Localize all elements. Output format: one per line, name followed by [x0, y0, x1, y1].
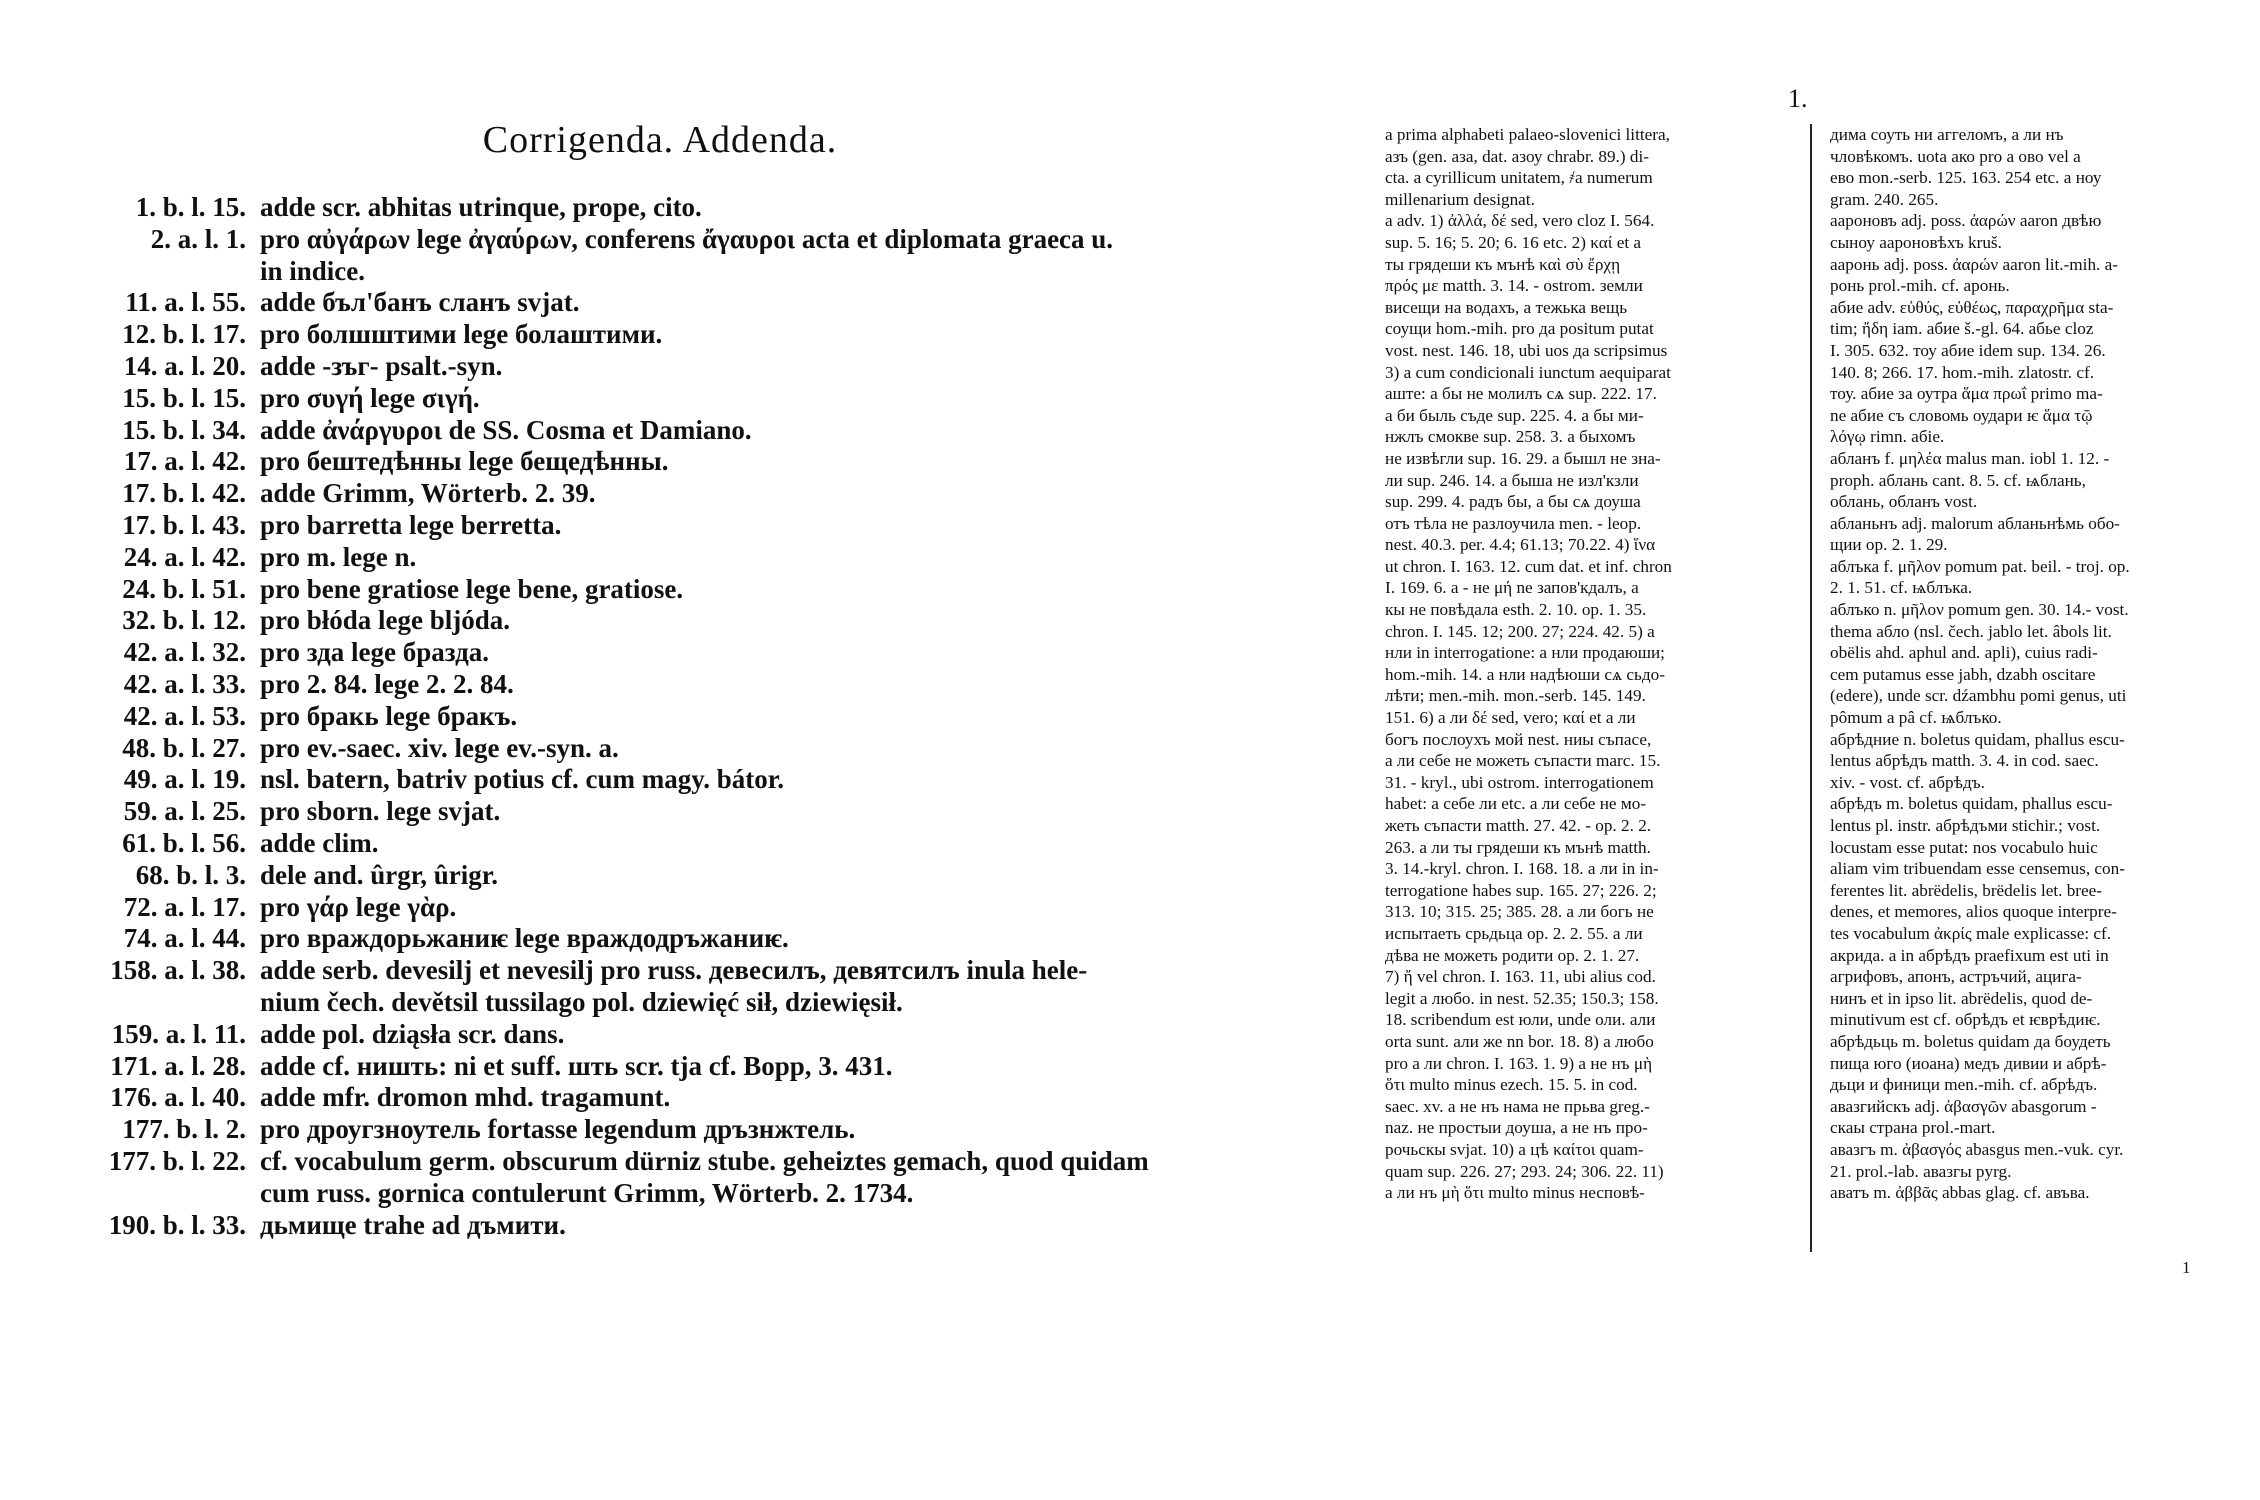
errata-row: [40, 828, 1330, 860]
errata-location: 11. a. l. 55.: [125, 287, 246, 318]
errata-location: 68. b. l. 3.: [135, 859, 246, 890]
dictionary-line: аароновъ adj. poss. ἀαρών aaron двѣю: [1830, 211, 2102, 231]
dictionary-line: чловѣкомъ. uota ако pro а ово vel а: [1830, 146, 2081, 166]
dictionary-line: ut chron. I. 163. 12. cum dat. et inf. chron: [1385, 556, 1672, 576]
dictionary-line: нли in interrogatione: а нли продаюши;: [1385, 643, 1665, 663]
errata-text: pro болшштими lege болаштими.: [260, 319, 663, 350]
errata-location: 48. b. l. 27.: [122, 732, 246, 763]
errata-text: pro 2. 84. lege 2. 2. 84.: [260, 668, 514, 699]
errata-row: [40, 542, 1330, 574]
errata-location: 15. b. l. 15.: [122, 382, 246, 413]
errata-text: pro sborn. lege svjat.: [260, 796, 501, 827]
dictionary-line: pômum a pâ cf. ѩблъко.: [1830, 708, 2002, 728]
errata-list: [40, 192, 1330, 1241]
errata-location: 42. a. l. 53.: [123, 700, 246, 731]
errata-row: [40, 192, 1330, 224]
dictionary-line: tes vocabulum ἀκρίς male explicasse: cf.: [1830, 923, 2112, 943]
dictionary-line: minutivum est cf. обрѣдъ et ѥврѣдиѥ.: [1830, 1010, 2101, 1030]
dictionary-line: denes, et memores, alios quoque interpre-: [1830, 902, 2117, 922]
errata-row: [40, 669, 1330, 701]
dictionary-line: 2. 1. 51. cf. ѩблъка.: [1830, 578, 1973, 598]
dictionary-line: скаы страна prol.-mart.: [1830, 1118, 1996, 1138]
dictionary-line: дьци и финици men.-mih. cf. абрѣдъ.: [1830, 1075, 2098, 1095]
errata-location: 59. a. l. 25.: [123, 796, 246, 827]
dictionary-line: saec. xv. а не нъ нама не прьва greg.-: [1385, 1096, 1650, 1116]
dictionary-line: абрѣдъ m. boletus quidam, phallus escu-: [1830, 794, 2113, 814]
errata-text: дьмище trahe ad дъмити.: [260, 1209, 566, 1240]
dictionary-line: 21. prol.-lab. авазгы pyrg.: [1830, 1161, 2012, 1181]
dictionary-line: 263. а ли ты грядеши къ мънѣ matth.: [1385, 837, 1651, 857]
dictionary-line: cta. а cyrillicum unitatem, ҂а numerum: [1385, 168, 1653, 188]
dictionary-line: абрѣдьць m. boletus quidam да боудеть: [1830, 1031, 2111, 1051]
dictionary-line: соущи hom.-mih. pro да positum putat: [1385, 319, 1654, 339]
errata-text: pro bene gratiose lege bene, gratiose.: [260, 573, 684, 604]
dictionary-line: жеть съпасти matth. 27. 42. - op. 2. 2.: [1385, 816, 1652, 835]
errata-row: [40, 605, 1330, 637]
errata-text: adde clim.: [260, 827, 379, 858]
dictionary-line: lentus абрѣдъ matth. 3. 4. in cod. saec.: [1830, 751, 2099, 771]
dictionary-line: аште: а бы не молилъ сѧ sup. 222. 17.: [1385, 384, 1657, 404]
dictionary-line: абие adv. εὐθύς, εὐθέως, παραχρῆμα sta-: [1830, 297, 2114, 317]
dictionary-line: habet: а себе ли etc. а ли себе не мо-: [1385, 794, 1647, 814]
dictionary-line: proph. аблань cant. 8. 5. cf. ѩблань,: [1830, 470, 2086, 490]
errata-row: [40, 446, 1330, 478]
column-divider: [1810, 124, 1812, 1252]
errata-row: [40, 1082, 1330, 1114]
dictionary-column-right: [1830, 124, 2230, 1204]
errata-row: [40, 319, 1330, 351]
errata-text: in indice.: [260, 255, 366, 286]
page-title: Corrigenda. Addenda.: [482, 119, 838, 161]
errata-text: dele and. ûrgr, ûrigr.: [260, 859, 499, 890]
errata-text: nsl. batern, batriv potius cf. cum magy. bátor.: [260, 764, 785, 795]
errata-location: 32. b. l. 12.: [122, 605, 246, 636]
dictionary-line: quam sup. 226. 27; 293. 24; 306. 22. 11): [1385, 1161, 1664, 1181]
errata-text: adde serb. devesilj et nevesilj pro russ. девесилъ, девятсилъ inula hele-: [260, 955, 1088, 986]
dictionary-line: 313. 10; 315. 25; 385. 28. а ли богь не: [1385, 902, 1654, 922]
errata-text: pro бракь lege бракъ.: [260, 700, 518, 731]
errata-text: cf. vocabulum germ. obscurum dürniz stube. geheiztes gemach, quod quidam: [260, 1145, 1149, 1176]
dictionary-line: сыноу аароновѣхъ kruš.: [1830, 232, 2002, 252]
dictionary-line: богъ послоухъ мой nest. ниы съпасе,: [1385, 729, 1652, 749]
dictionary-line: аблъка f. μῆλον pomum pat. beil. - troj. op.: [1830, 556, 2130, 576]
errata-location: 17. b. l. 43.: [122, 509, 246, 540]
dictionary-line: legit а любо. in nest. 52.35; 150.3; 158.: [1385, 988, 1659, 1008]
dictionary-line: висещи на водахъ, а тежька вещь: [1385, 297, 1628, 317]
errata-row: [40, 923, 1330, 955]
dictionary-line: vost. nest. 146. 18, ubi uos да scripsimus: [1385, 340, 1668, 360]
errata-location: 61. b. l. 56.: [122, 827, 246, 858]
errata-row: [40, 637, 1330, 669]
errata-row: [40, 574, 1330, 606]
dictionary-line: obëlis ahd. aphul and. apli), cuius radi-: [1830, 643, 2098, 663]
errata-text: pro враждорьжаниѥ lege враждодръжаниѥ.: [260, 923, 789, 954]
page-number: 1.: [1788, 84, 1808, 113]
errata-text: adde Grimm, Wörterb. 2. 39.: [260, 478, 596, 509]
errata-text: pro błóda lege bljóda.: [260, 605, 511, 636]
dictionary-line: tim; ἤδη iam. абие š.-gl. 64. абье cloz: [1830, 319, 2094, 339]
errata-location: 190. b. l. 33.: [108, 1209, 246, 1240]
errata-location: 12. b. l. 17.: [122, 319, 246, 350]
errata-row: [40, 987, 1330, 1019]
dictionary-line: а prima alphabeti palaeo-slovenici littera,: [1385, 125, 1670, 144]
errata-location: 14. a. l. 20.: [123, 350, 246, 381]
dictionary-line: пища юго (иоана) медъ дивии и абрѣ-: [1830, 1053, 2107, 1073]
dictionary-line: sup. 299. 4. радъ бы, а бы сѧ доуша: [1385, 492, 1641, 512]
dictionary-line: locustam esse putat: nos vocabulo huic: [1830, 837, 2098, 857]
errata-text: nium čech. devětsil tussilago pol. dziewięć sił, dziewięsił.: [260, 986, 903, 1017]
errata-row: [40, 796, 1330, 828]
errata-text: pro barretta lege berretta.: [260, 509, 562, 540]
errata-text: pro συγή lege σιγή.: [260, 382, 480, 413]
errata-location: 15. b. l. 34.: [122, 414, 246, 445]
errata-text: pro дроугзноутель fortasse legendum дръзнжтель.: [260, 1114, 856, 1145]
dictionary-line: 7) ἤ vel chron. I. 163. 11, ubi alius cod.: [1385, 967, 1656, 987]
dictionary-line: 31. - kryl., ubi ostrom. interrogationem: [1385, 772, 1654, 792]
dictionary-line: лѣти; men.-mih. mon.-serb. 145. 149.: [1385, 686, 1646, 706]
errata-row: [40, 351, 1330, 383]
errata-location: 1. b. l. 15.: [135, 192, 246, 222]
dictionary-line: chron. I. 145. 12; 200. 27; 224. 42. 5) а: [1385, 621, 1655, 641]
errata-location: 171. a. l. 28.: [110, 1050, 246, 1081]
dictionary-line: ne абие съ словомь оудари ѥ ἅμα τῷ: [1830, 405, 2093, 425]
dictionary-line: 18. scribendum est юли, unde оли. али: [1385, 1010, 1656, 1030]
dictionary-line: отъ тѣла не разлоучила men. - leop.: [1385, 513, 1642, 533]
errata-location: 24. a. l. 42.: [123, 541, 246, 572]
dictionary-line: нинъ et in ipso lit. abrëdelis, quod de-: [1830, 988, 2093, 1008]
dictionary-line: абрѣдние n. boletus quidam, phallus escu-: [1830, 729, 2125, 749]
dictionary-line: 140. 8; 266. 17. hom.-mih. zlatostr. cf.: [1830, 362, 2094, 382]
dictionary-line: нжлъ смокве sup. 258. 3. а быхомъ: [1385, 427, 1636, 447]
dictionary-line: I. 305. 632. тоу абие idem sup. 134. 26.: [1830, 340, 2106, 360]
dictionary-line: агрифовъ, апонъ, астръчий, ацига-: [1830, 967, 2082, 987]
errata-row: [40, 764, 1330, 796]
dictionary-line: аватъ m. ἀββᾶς abbas glag. cf. авъва.: [1830, 1183, 2090, 1203]
errata-text: adde ἀνάργυροι de SS. Cosma et Damiano.: [260, 414, 752, 445]
dictionary-line: 3) а cum condicionali iunctum aequiparat: [1385, 362, 1671, 382]
errata-location: 49. a. l. 19.: [123, 764, 246, 795]
signature-mark: 1: [2182, 1258, 2191, 1277]
errata-row: [40, 1019, 1330, 1051]
dictionary-line: nest. 40.3. per. 4.4; 61.13; 70.22. 4) ἵνα: [1385, 535, 1656, 555]
dictionary-line: облань, обланъ vost.: [1830, 492, 1978, 512]
errata-row: [40, 733, 1330, 765]
dictionary-line: ево mon.-serb. 125. 163. 254 etc. а ноу: [1830, 168, 2102, 188]
dictionary-line: terrogatione habes sup. 165. 27; 226. 2;: [1385, 880, 1657, 900]
errata-row: [40, 415, 1330, 447]
errata-text: pro ev.-saec. xiv. lege ev.-syn. a.: [260, 732, 619, 763]
errata-location: 159. a. l. 11.: [111, 1018, 246, 1049]
errata-text: pro бештедѣнны lege бещедѣнны.: [260, 446, 669, 477]
dictionary-line: (edere), unde scr. dźambhu pomi genus, uti: [1830, 686, 2127, 706]
errata-text: cum russ. gornica contulerunt Grimm, Wörterb. 2. 1734.: [260, 1177, 914, 1208]
errata-row: [40, 860, 1330, 892]
errata-row: [40, 478, 1330, 510]
dictionary-line: λόγῳ rimn. абiе.: [1830, 427, 1945, 447]
errata-text: pro αὐγάρων lege ἀγαύρων, conferens ἄγαυροι acta et diplomata graeca u.: [260, 223, 1114, 254]
errata-row: [40, 224, 1330, 256]
dictionary-line: абланьнъ adj. malorum абланьнѣмь обо-: [1830, 513, 2120, 533]
dictionary-line: рочьскы svjat. 10) а цѣ καίτοι quam-: [1385, 1139, 1644, 1159]
errata-text: adde pol. dziąsła scr. dans.: [260, 1018, 565, 1049]
errata-text: adde бъл'банъ сланъ svjat.: [260, 287, 580, 318]
errata-text: adde mfr. dromon mhd. tragamunt.: [260, 1082, 671, 1113]
dictionary-line: аблъко n. μῆλον pomum gen. 30. 14.- vost.: [1830, 600, 2129, 620]
errata-row: [40, 1051, 1330, 1083]
dictionary-line: 151. 6) а ли δέ sed, vero; καί et а ли: [1385, 708, 1636, 728]
dictionary-line: ронь prol.-mih. cf. аронь.: [1830, 276, 2010, 296]
dictionary-line: I. 169. 6. а - не μή ne запов'кдалъ, а: [1385, 578, 1639, 598]
dictionary-line: испытаеть срьдьца op. 2. 2. 55. а ли: [1385, 923, 1643, 943]
errata-row: [40, 256, 1330, 288]
dictionary-line: gram. 240. 265.: [1830, 189, 1939, 209]
errata-location: 176. a. l. 40.: [110, 1082, 246, 1113]
dictionary-line: hom.-mih. 14. а нли надѣюши сѧ сьдо-: [1385, 664, 1665, 684]
errata-text: adde cf. ништь: ni et suff. шть scr. tja cf. Bopp, 3. 431.: [260, 1050, 893, 1081]
errata-row: [40, 510, 1330, 542]
dictionary-line: азъ (gen. аза, dat. азоу chrabr. 89.) di-: [1385, 146, 1649, 166]
errata-location: 72. a. l. 17.: [123, 891, 246, 922]
dictionary-line: а adv. 1) ἀλλά, δέ sed, vero cloz I. 564.: [1385, 211, 1655, 231]
errata-location: 74. a. l. 44.: [123, 923, 246, 954]
dictionary-line: millenarium designat.: [1385, 189, 1535, 209]
dictionary-line: акрида. а in абрѣдъ praefixum est uti in: [1830, 945, 2109, 965]
dictionary-line: ὅτι multo minus ezech. 15. 5. in cod.: [1385, 1075, 1638, 1095]
errata-row: [40, 1210, 1330, 1242]
errata-location: 177. b. l. 22.: [108, 1145, 246, 1176]
dictionary-line: ferentes lit. abrëdelis, brëdelis let. bree-: [1830, 880, 2103, 900]
errata-row: [40, 383, 1330, 415]
dictionary-line: абланъ f. μηλέα malus man. iobl 1. 12. -: [1830, 448, 2110, 468]
dictionary-line: дѣва не можеть родити op. 2. 1. 27.: [1385, 945, 1640, 965]
errata-row: [40, 1146, 1330, 1178]
dictionary-line: дима соуть ни аггеломъ, а ли нъ: [1830, 125, 2064, 144]
errata-row: [40, 1114, 1330, 1146]
dictionary-line: sup. 5. 16; 5. 20; 6. 16 etc. 2) καί et а: [1385, 232, 1642, 252]
errata-location: 42. a. l. 33.: [123, 668, 246, 699]
errata-text: pro зда lege бразда.: [260, 637, 490, 668]
dictionary-line: pro а ли chron. I. 163. 1. 9) а не нъ μὴ: [1385, 1053, 1653, 1073]
dictionary-column-left: [1385, 124, 1795, 1204]
errata-text: pro m. lege n.: [260, 541, 417, 572]
errata-text: adde scr. abhitas utrinque, prope, cito.: [260, 192, 702, 222]
errata-location: 17. a. l. 42.: [123, 446, 246, 477]
dictionary-line: aliam vim tribuendam esse censemus, con-: [1830, 859, 2125, 879]
dictionary-line: thema абло (nsl. čech. jablo let. âbols lit.: [1830, 621, 2112, 641]
errata-text: adde -зъг- psalt.-syn.: [260, 350, 503, 381]
dictionary-line: не извѣгли sup. 16. 29. а бышл не зна-: [1385, 448, 1661, 468]
dictionary-line: авазгъ m. ἀβασγός abasgus men.-vuk. cyr.: [1830, 1139, 2124, 1159]
dictionary-line: кы не повѣдала esth. 2. 10. op. 1. 35.: [1385, 600, 1647, 620]
errata-location: 158. a. l. 38.: [110, 955, 246, 986]
errata-row: [40, 955, 1330, 987]
errata-location: 24. b. l. 51.: [122, 573, 246, 604]
errata-row: [40, 701, 1330, 733]
dictionary-line: cem putamus esse jabh, dzabh oscitare: [1830, 664, 2096, 684]
dictionary-line: тоу. абие за оутра ἅμα πρωΐ primo ma-: [1830, 384, 2103, 404]
dictionary-line: а ли себе не можеть съпасти marc. 15.: [1385, 751, 1661, 771]
errata-location: 42. a. l. 32.: [123, 637, 246, 668]
dictionary-line: ты грядеши къ мънѣ καὶ σὺ ἔρχῃ: [1385, 254, 1621, 274]
errata-row: [40, 1178, 1330, 1210]
dictionary-line: а би быль съде sup. 225. 4. а бы ми-: [1385, 405, 1644, 425]
errata-row: [40, 892, 1330, 924]
dictionary-line: naz. не простыи доуша, а не нъ про-: [1385, 1118, 1648, 1138]
errata-location: 2. a. l. 1.: [150, 223, 246, 254]
dictionary-line: orta sunt. али же nn bor. 18. 8) а любо: [1385, 1031, 1654, 1051]
dictionary-line: щии op. 2. 1. 29.: [1830, 535, 1948, 555]
dictionary-line: lentus pl. instr. абрѣдъми stichir.; vost.: [1830, 816, 2101, 835]
dictionary-line: πρός με matth. 3. 14. - ostrom. земли: [1385, 276, 1643, 296]
dictionary-line: ли sup. 246. 14. а быша не изл'кзли: [1385, 470, 1639, 490]
errata-location: 177. b. l. 2.: [122, 1114, 246, 1145]
errata-location: 17. b. l. 42.: [122, 478, 246, 509]
dictionary-line: 3. 14.-kryl. chron. I. 168. 18. а ли in in-: [1385, 859, 1659, 879]
errata-text: pro γάρ lege γὰρ.: [260, 891, 457, 922]
errata-row: [40, 287, 1330, 319]
dictionary-line: авазгийскъ adj. ἀβασγῶν abasgorum -: [1830, 1096, 2097, 1116]
dictionary-line: ааронь adj. poss. ἀαρών aaron lit.-mih. а-: [1830, 254, 2118, 274]
dictionary-line: а ли нъ μὴ ὅτι multo minus несповѣ-: [1385, 1183, 1645, 1203]
dictionary-line: xiv. - vost. cf. абрѣдъ.: [1830, 772, 1985, 792]
